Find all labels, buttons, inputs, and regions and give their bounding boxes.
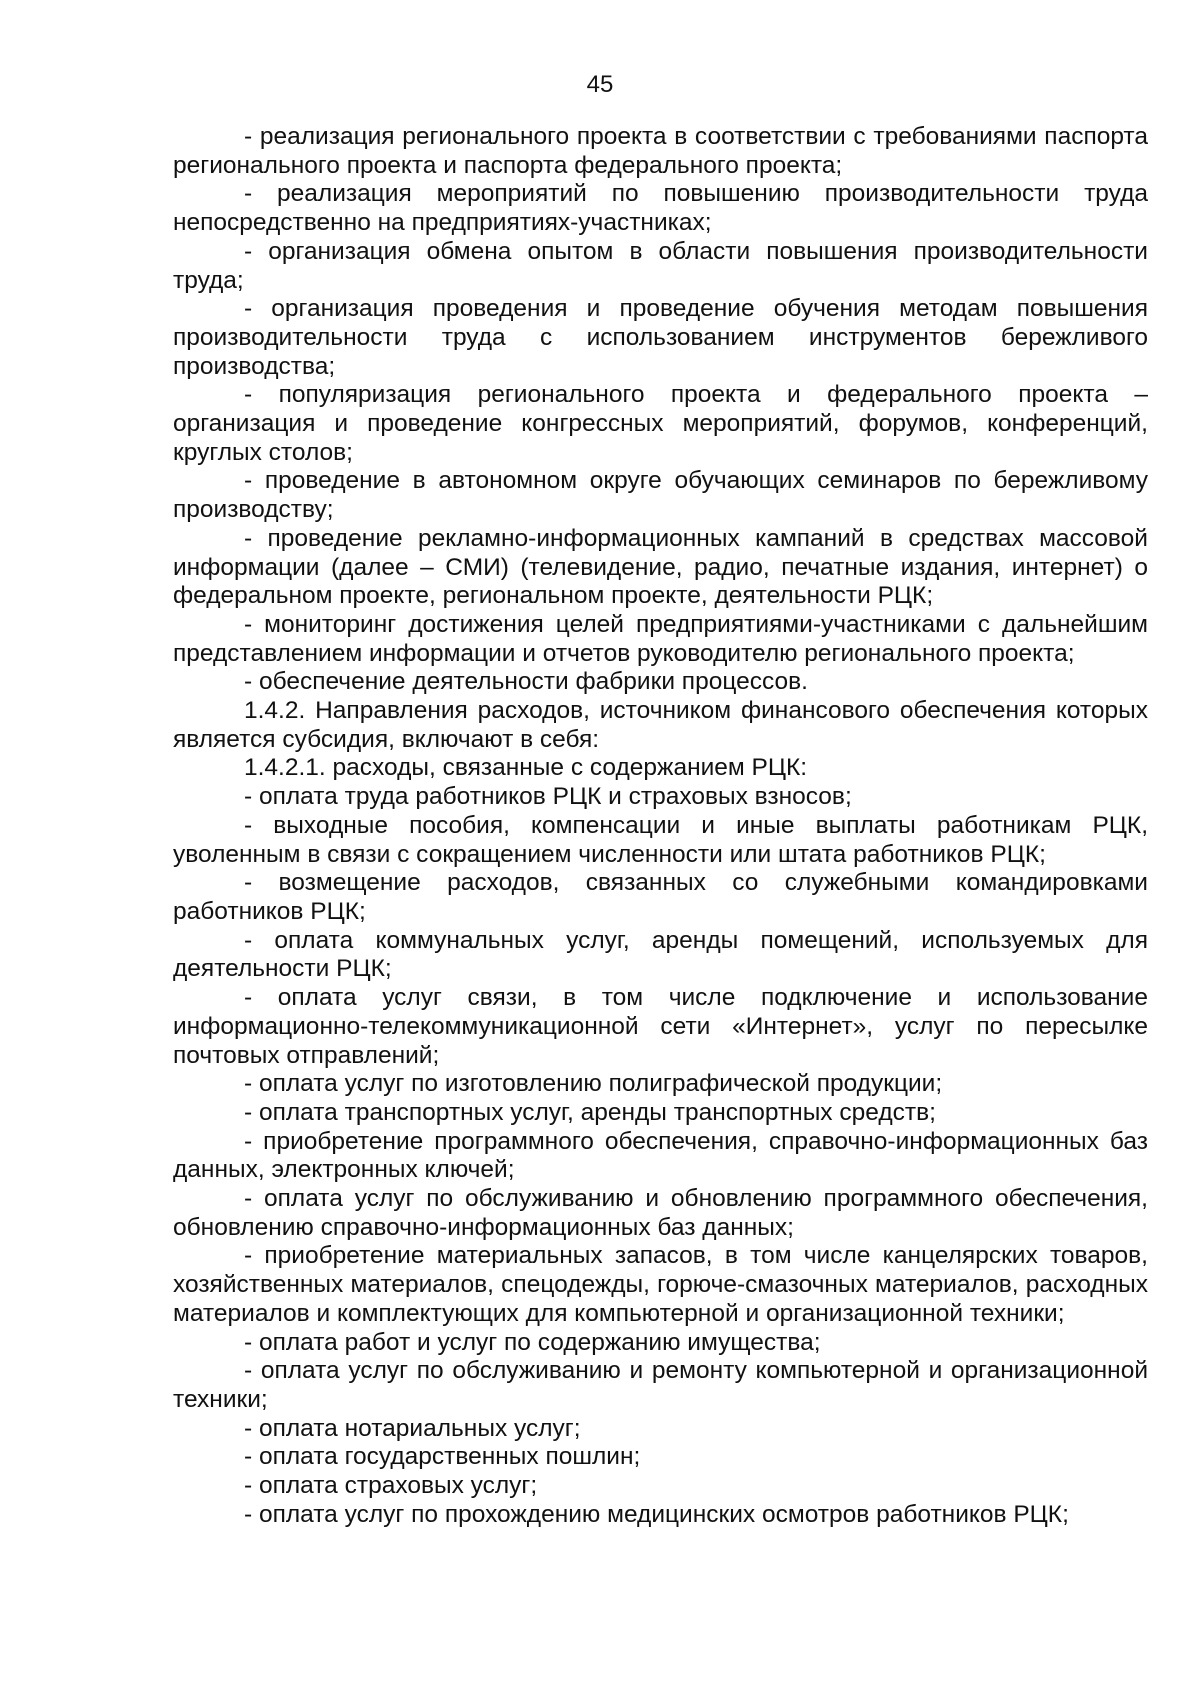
paragraph: - оплата коммунальных услуг, аренды помещений, используемых для деятельности РЦК; — [173, 926, 1148, 983]
page-number: 45 — [586, 71, 614, 98]
paragraph: 1.4.2. Направления расходов, источником финансового обеспечения которых является субсидия, включают в себя: — [173, 697, 1148, 753]
paragraph: - оплата труда работников РЦК и страховых взносов; — [244, 783, 852, 811]
paragraph: - оплата услуг связи, в том числе подключение и использование информационно-телекоммуникационной сети «Интернет», услуг по пересылке почтовых отправлений; — [173, 984, 1148, 1069]
paragraph: - оплата работ и услуг по содержанию имущества; — [244, 1328, 821, 1356]
paragraph: - оплата транспортных услуг, аренды транспортных средств; — [244, 1098, 936, 1126]
document-body — [173, 123, 1148, 1529]
paragraph: - выходные пособия, компенсации и иные выплаты работникам РЦК, уволенным в связи с сокращением численности или штата работников РЦК; — [173, 811, 1148, 868]
paragraph: 1.4.2.1. расходы, связанные с содержанием РЦК: — [244, 754, 808, 782]
paragraph: - популяризация регионального проекта и федерального проекта – организация и проведение конгрессных мероприятий, форумов, конференций, круглых столов; — [173, 381, 1148, 466]
paragraph: - организация проведения и проведение обучения методам повышения производительности труда с использованием инструментов бережливого производства; — [173, 295, 1148, 380]
paragraph: - приобретение материальных запасов, в том числе канцелярских товаров, хозяйственных материалов, спецодежды, горюче-смазочных материалов, расходных материалов и комплектующих для компьютерной и организационной техники; — [173, 1242, 1148, 1327]
paragraph: - организация обмена опытом в области повышения производительности труда; — [173, 237, 1148, 294]
paragraph: - оплата услуг по обслуживанию и ремонту компьютерной и организационной техники; — [173, 1357, 1148, 1413]
paragraph: - оплата услуг по прохождению медицинских осмотров работников РЦК; — [244, 1500, 1069, 1528]
paragraph: - мониторинг достижения целей предприятиями-участниками с дальнейшим представлением информации и отчетов руководителю регионального проекта; — [173, 610, 1148, 667]
paragraph: - оплата государственных пошлин; — [244, 1443, 641, 1471]
paragraph: - оплата нотариальных услуг; — [244, 1414, 581, 1442]
paragraph: - оплата услуг по изготовлению полиграфической продукции; — [244, 1070, 943, 1098]
paragraph: - оплата услуг по обслуживанию и обновлению программного обеспечения, обновлению справочно-информационных баз данных; — [173, 1185, 1148, 1241]
paragraph: - проведение рекламно-информационных кампаний в средствах массовой информации (далее – СМИ) (телевидение, радио, печатные издания, интернет) о федеральном проекте, региональном проекте, деятельности РЦК; — [173, 524, 1148, 610]
paragraph: - оплата страховых услуг; — [244, 1472, 538, 1500]
paragraph: - реализация регионального проекта в соответствии с требованиями паспорта регионального проекта и паспорта федерального проекта; — [173, 123, 1148, 179]
paragraph: - возмещение расходов, связанных со служебными командировками работников РЦК; — [173, 869, 1148, 925]
paragraph: - проведение в автономном округе обучающих семинаров по бережливому производству; — [173, 467, 1148, 524]
paragraph: - обеспечение деятельности фабрики процессов. — [244, 668, 808, 696]
paragraph: - приобретение программного обеспечения, справочно-информационных баз данных, электронных ключей; — [173, 1127, 1148, 1184]
paragraph: - реализация мероприятий по повышению производительности труда непосредственно на предприятиях-участниках; — [173, 180, 1148, 237]
